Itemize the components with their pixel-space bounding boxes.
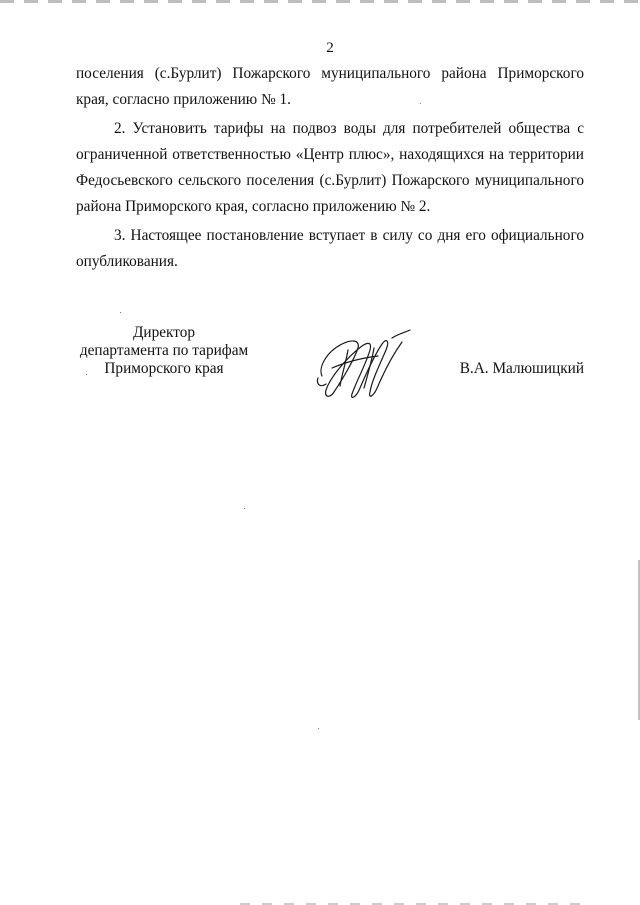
scan-speck <box>120 312 121 313</box>
signatory-title <box>74 324 254 378</box>
scan-edge-top <box>0 0 640 3</box>
document-body <box>76 61 584 278</box>
paragraph-tariffs: 2. Установить тарифы на подвоз воды для потребителей общества с ограниченной ответственностью «Центр плюс», находящихся на территории Федосьевского сельского поселения (с.Бурлит) Пожарского муниципального района Приморского края, согласно приложению № 2. <box>76 120 584 215</box>
scan-speck <box>318 728 319 729</box>
signatory-title-line: Приморского края <box>104 360 224 377</box>
signatory-title-line: Директор <box>132 324 196 341</box>
page-number: 2 <box>326 40 334 56</box>
signatory-name: В.А. Малюшицкий <box>459 360 584 377</box>
paragraph-effective-date: 3. Настоящее постановление вступает в силу со дня его официального опубликования. <box>76 227 584 270</box>
paragraph-continuation: поселения (с.Бурлит) Пожарского муниципального района Приморского края, согласно приложению № 1. <box>76 65 584 108</box>
signatory-title-line: департамента по тарифам <box>79 342 249 359</box>
scan-speck <box>244 508 245 509</box>
signature-block <box>0 320 640 410</box>
handwritten-signature <box>312 328 412 400</box>
